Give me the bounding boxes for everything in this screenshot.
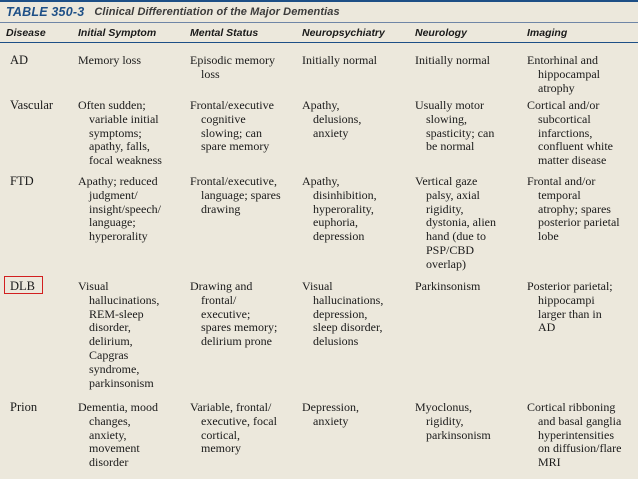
cell-line: spare memory [201, 139, 270, 154]
cell-line: cortical, [201, 427, 240, 442]
cell-line: delusions, [313, 111, 362, 126]
cell-line: PSP/CBD [426, 242, 475, 257]
cell-line: frontal/ [201, 292, 237, 307]
cell-line: cognitive [201, 111, 246, 126]
cell-imaging [527, 175, 620, 244]
cell-neurology [415, 54, 490, 68]
dlb-highlight-box [4, 276, 43, 294]
cell-line: disinhibition, [313, 187, 377, 202]
col-header-neurology: Neurology [415, 27, 467, 39]
cell-disease [10, 401, 37, 415]
cell-line: Parkinsonism [415, 279, 481, 293]
cell-line: anxiety [313, 125, 349, 140]
cell-line: temporal [538, 187, 581, 202]
cell-line: Variable, frontal/ [190, 400, 272, 414]
cell-neuropsychiatry [302, 54, 377, 68]
cell-line: apathy, falls, [89, 139, 150, 154]
cell-line: Dementia, mood [78, 400, 158, 414]
cell-line: symptoms; [89, 125, 142, 140]
cell-neuropsychiatry [302, 401, 359, 429]
cell-line: Memory loss [78, 53, 141, 67]
cell-line: delirium, [89, 334, 133, 349]
cell-line: posterior parietal [538, 215, 620, 230]
cell-line: disorder [89, 455, 129, 470]
cell-line: executive; [201, 306, 251, 321]
cell-line: language; spares [201, 187, 281, 202]
table-header-row [0, 24, 638, 43]
disease-name: FTD [10, 174, 34, 188]
cell-line: movement [89, 441, 140, 456]
cell-line: drawing [201, 201, 241, 216]
cell-initial-symptom [78, 99, 162, 168]
cell-initial-symptom [78, 280, 159, 390]
cell-line: larger than in [538, 306, 602, 321]
cell-initial-symptom [78, 54, 141, 68]
cell-line: and basal ganglia [538, 413, 622, 428]
cell-line: overlap) [426, 256, 466, 271]
cell-line: delirium prone [201, 334, 272, 349]
cell-line: hallucinations, [89, 292, 160, 307]
cell-neuropsychiatry [302, 99, 361, 140]
cell-line: judgment/ [89, 187, 138, 202]
cell-line: Apathy; reduced [78, 174, 158, 188]
cell-line: slowing, [426, 111, 468, 126]
col-header-disease: Disease [6, 27, 46, 39]
cell-line: Episodic memory [190, 53, 275, 67]
cell-line: on diffusion/flare [538, 441, 622, 456]
cell-line: insight/speech/ [89, 201, 161, 216]
col-header-mental-status: Mental Status [190, 27, 259, 39]
cell-line: matter disease [538, 153, 607, 168]
cell-line: parkinsonism [89, 375, 154, 390]
cell-line: confluent white [538, 139, 613, 154]
cell-line: atrophy; spares [538, 201, 611, 216]
disease-name: Prion [10, 400, 38, 414]
cell-initial-symptom [78, 175, 161, 244]
cell-mental-status [190, 54, 275, 82]
cell-neuropsychiatry [302, 175, 377, 244]
cell-line: hippocampal [538, 66, 600, 81]
cell-mental-status [190, 99, 274, 154]
disease-name: Vascular [10, 98, 54, 112]
cell-neuropsychiatry [302, 280, 383, 349]
cell-line: Myoclonus, [415, 400, 472, 414]
cell-line: spares memory; [201, 320, 278, 335]
cell-line: spasticity; can [426, 125, 495, 140]
cell-line: REM-sleep [89, 306, 144, 321]
cell-line: memory [201, 441, 241, 456]
cell-line: disorder, [89, 320, 131, 335]
cell-line: sleep disorder, [313, 320, 383, 335]
cell-mental-status [190, 401, 277, 456]
cell-imaging [527, 280, 613, 335]
cell-mental-status [190, 175, 281, 216]
cell-line: subcortical [538, 111, 591, 126]
cell-line: hyperorality [89, 229, 148, 244]
cell-disease [10, 175, 34, 189]
cell-line: syndrome, [89, 361, 140, 376]
cell-line: depression, [313, 306, 368, 321]
cell-line: lobe [538, 229, 559, 244]
cell-line: language; [89, 215, 136, 230]
cell-line: rigidity, [426, 413, 464, 428]
cell-line: infarctions, [538, 125, 593, 140]
cell-line: be normal [426, 139, 475, 154]
cell-line: euphoria, [313, 215, 358, 230]
cell-line: MRI [538, 455, 561, 470]
cell-line: Entorhinal and [527, 53, 598, 67]
cell-line: Initially normal [302, 53, 377, 67]
cell-line: atrophy [538, 80, 575, 95]
disease-name: AD [10, 53, 29, 67]
cell-line: focal weakness [89, 153, 162, 168]
cell-line: rigidity, [426, 201, 464, 216]
cell-line: Frontal/executive, [190, 174, 277, 188]
cell-imaging [527, 99, 613, 168]
cell-line: hyperintensities [538, 427, 614, 442]
cell-line: Vertical gaze [415, 174, 478, 188]
cell-line: Visual [78, 279, 109, 293]
cell-line: Capgras [89, 347, 129, 362]
cell-line: anxiety, [89, 427, 127, 442]
cell-mental-status [190, 280, 277, 349]
cell-neurology [415, 175, 496, 272]
col-header-neuropsychiatry: Neuropsychiatry [302, 27, 385, 39]
cell-line: delusions [313, 334, 359, 349]
cell-line: AD [538, 320, 556, 335]
cell-line: Depression, [302, 400, 359, 414]
cell-neurology [415, 99, 494, 154]
cell-initial-symptom [78, 401, 158, 470]
cell-line: Usually motor [415, 98, 484, 112]
cell-line: hand (due to [426, 229, 486, 244]
cell-line: changes, [89, 413, 131, 428]
cell-imaging [527, 401, 621, 470]
cell-line: hyperorality, [313, 201, 374, 216]
cell-line: loss [201, 66, 220, 81]
cell-line: executive, focal [201, 413, 277, 428]
cell-neurology [415, 280, 480, 294]
cell-line: dystonia, alien [426, 215, 496, 230]
table-title-bar [0, 0, 638, 23]
cell-line: hippocampi [538, 292, 595, 307]
cell-line: parkinsonism [426, 427, 491, 442]
table-number: TABLE 350-3 [6, 5, 85, 19]
cell-line: hallucinations, [313, 292, 384, 307]
disease-name: DLB [10, 279, 35, 293]
cell-line: Frontal and/or [527, 174, 596, 188]
cell-line: Posterior parietal; [527, 279, 613, 293]
col-header-initial-symptom: Initial Symptom [78, 27, 157, 39]
cell-line: anxiety [313, 413, 349, 428]
cell-line: Apathy, [302, 98, 340, 112]
cell-disease [10, 54, 28, 68]
cell-line: Initially normal [415, 53, 490, 67]
table-caption: Clinical Differentiation of the Major Dementias [94, 6, 340, 18]
cell-line: Often sudden; [78, 98, 146, 112]
col-header-imaging: Imaging [527, 27, 568, 39]
cell-neurology [415, 401, 491, 442]
cell-line: Apathy, [302, 174, 340, 188]
cell-imaging [527, 54, 600, 95]
cell-line: depression [313, 229, 365, 244]
cell-disease [10, 99, 53, 113]
cell-line: Visual [302, 279, 333, 293]
cell-line: Cortical and/or [527, 98, 600, 112]
cell-line: variable initial [89, 111, 159, 126]
cell-line: Drawing and [190, 279, 253, 293]
cell-line: slowing; can [201, 125, 262, 140]
cell-line: Cortical ribboning [527, 400, 616, 414]
cell-line: palsy, axial [426, 187, 480, 202]
cell-line: Frontal/executive [190, 98, 274, 112]
